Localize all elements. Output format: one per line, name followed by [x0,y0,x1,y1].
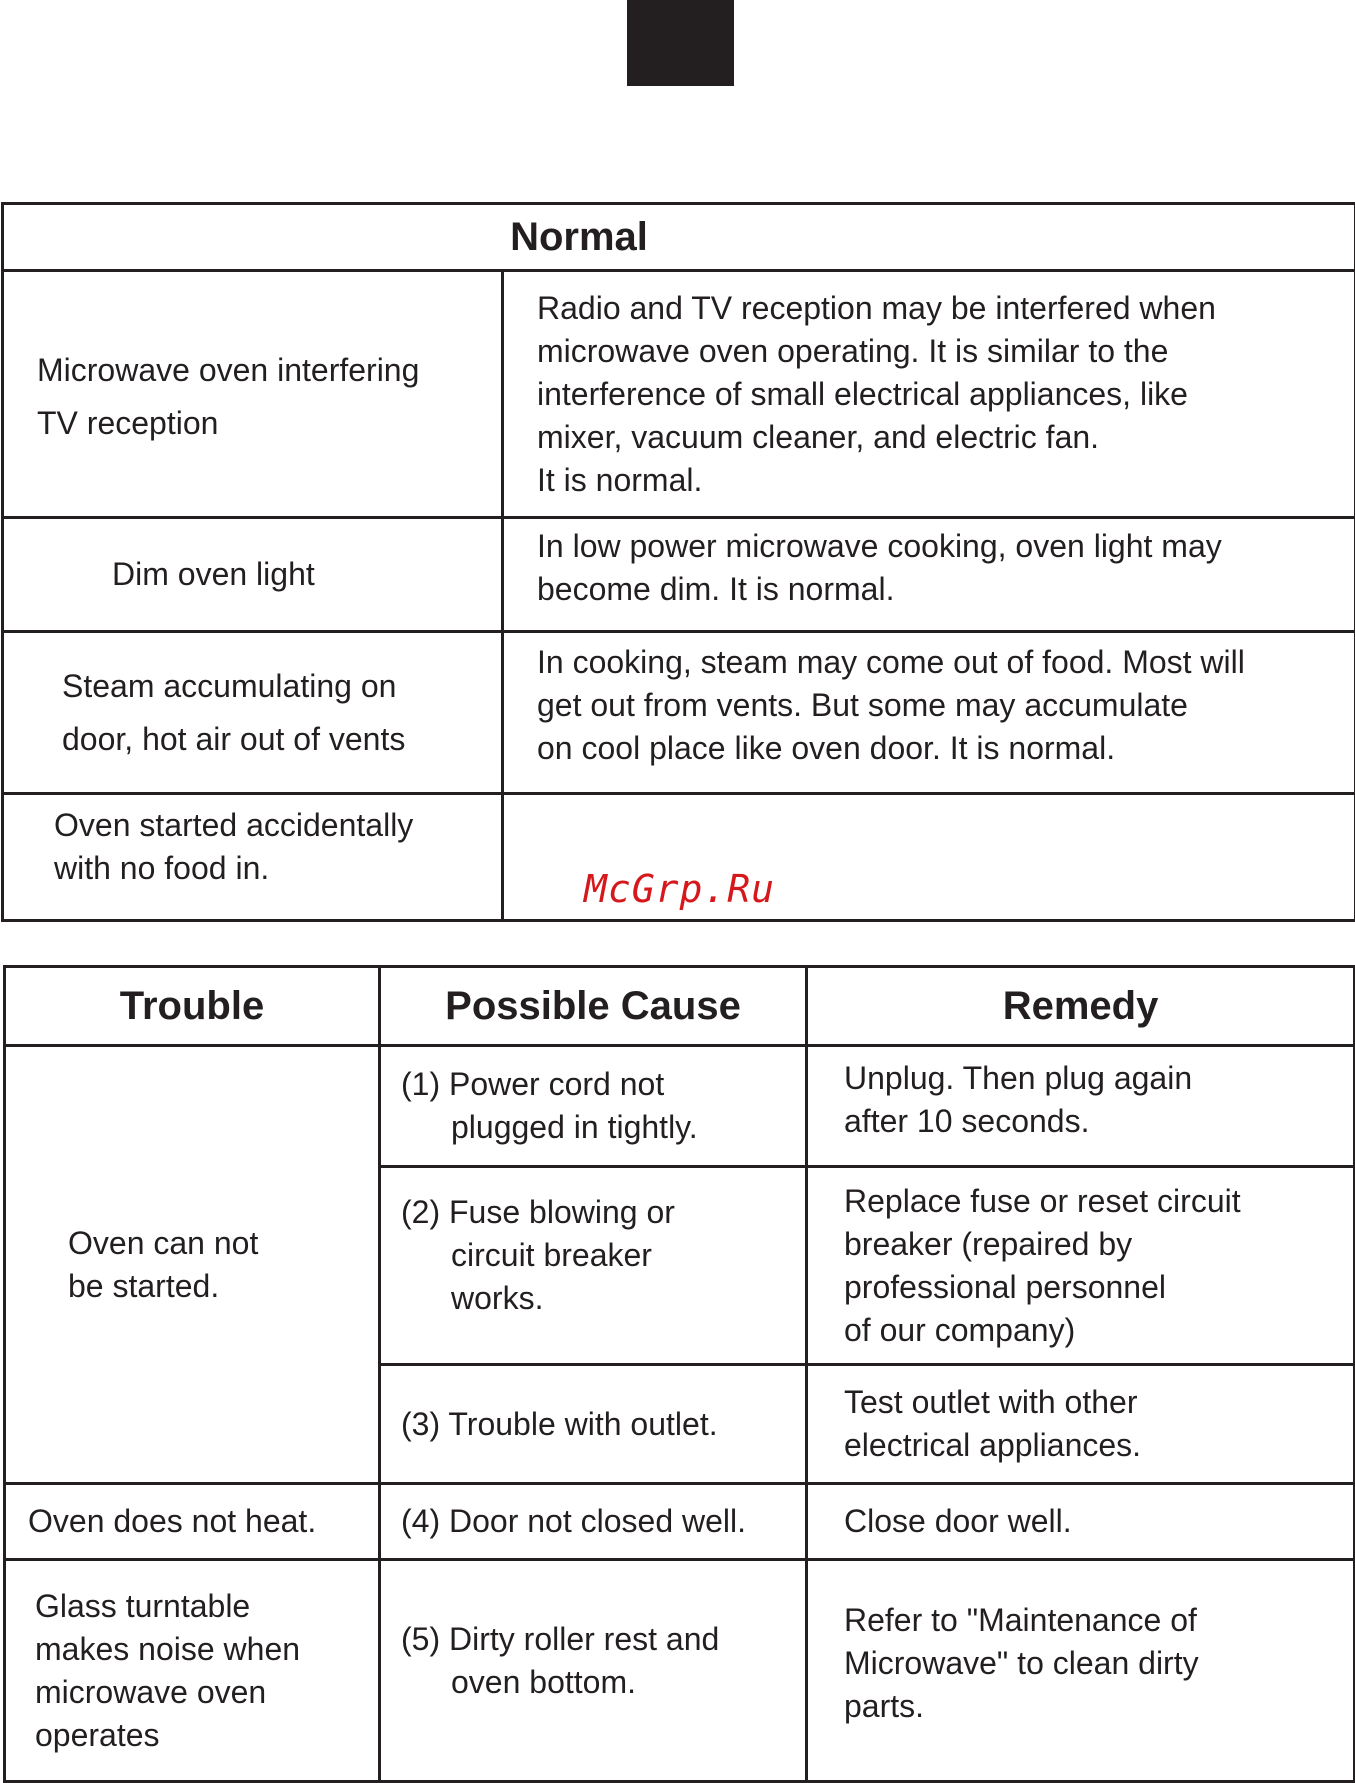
explanation-text: Radio and TV reception may be interfered when microwave oven operating. It is similar to the interference of small electrical appliances, like mixer, vacuum cleaner, and electric fan. It is normal. [504,287,1354,502]
issue-cell [3,794,503,921]
trouble-cell [5,1484,380,1560]
table-row [5,1560,1355,1782]
cause-header: Possible Cause [380,967,807,1046]
table-row [3,518,1355,632]
cause-text: (3) Trouble with outlet. [401,1403,805,1446]
remedy-text: Test outlet with other electrical appliances. [808,1381,1353,1467]
trouble-text: Oven can not be started. [6,1222,378,1308]
normal-header: Normal [3,204,1355,271]
trouble-cell [5,1046,380,1484]
table-row [5,1484,1355,1560]
cause-cell [380,1560,807,1782]
explanation-text: In cooking, steam may come out of food. Most will get out from vents. But some may accumulate on cool place like oven door. It is normal. [504,641,1354,784]
remedy-cell [807,1560,1355,1782]
explanation-cell [503,271,1355,518]
cause-text: (2) Fuse blowing or circuit breaker works. [401,1191,805,1340]
remedy-cell [807,1167,1355,1365]
remedy-text: Replace fuse or reset circuit breaker (repaired by professional personnel of our company) [808,1180,1353,1352]
normal-header-row [3,204,1355,271]
page-tab-marker [627,0,734,86]
remedy-cell [807,1484,1355,1560]
trouble-text: Oven does not heat. [6,1500,378,1543]
table-row [5,1046,1355,1167]
cause-cell [380,1046,807,1167]
cause-cell [380,1167,807,1365]
cause-cell [380,1365,807,1484]
trouble-table [3,965,1355,1783]
trouble-header: Trouble [5,967,380,1046]
cause-text: (4) Door not closed well. [401,1500,805,1543]
cause-text: (1) Power cord not plugged in tightly. [401,1063,805,1149]
remedy-text: Unplug. Then plug again after 10 seconds. [808,1057,1353,1155]
trouble-text: Glass turntable makes noise when microwave oven operates [6,1585,378,1757]
remedy-text: Refer to "Maintenance of Microwave" to clean dirty parts. [808,1599,1353,1742]
issue-cell [3,632,503,794]
table-row [3,632,1355,794]
explanation-cell [503,632,1355,794]
trouble-cell [5,1560,380,1782]
issue-text: Microwave oven interfering TV reception [4,338,501,450]
issue-cell [3,271,503,518]
normal-table [1,202,1355,922]
issue-cell [3,518,503,632]
remedy-text: Close door well. [808,1500,1353,1543]
trouble-header-row [5,967,1355,1046]
remedy-cell [807,1046,1355,1167]
table-row [3,271,1355,518]
cause-cell [380,1484,807,1560]
issue-text: Oven started accidentally with no food in. [4,804,501,910]
watermark: McGrp.Ru [584,867,775,911]
explanation-cell [503,518,1355,632]
issue-text: Steam accumulating on door, hot air out of vents [4,660,501,766]
remedy-cell [807,1365,1355,1484]
explanation-text: In low power microwave cooking, oven light may become dim. It is normal. [504,525,1354,625]
issue-text: Dim oven light [4,553,501,596]
cause-text: (5) Dirty roller rest and oven bottom. [401,1618,805,1724]
remedy-header: Remedy [807,967,1355,1046]
